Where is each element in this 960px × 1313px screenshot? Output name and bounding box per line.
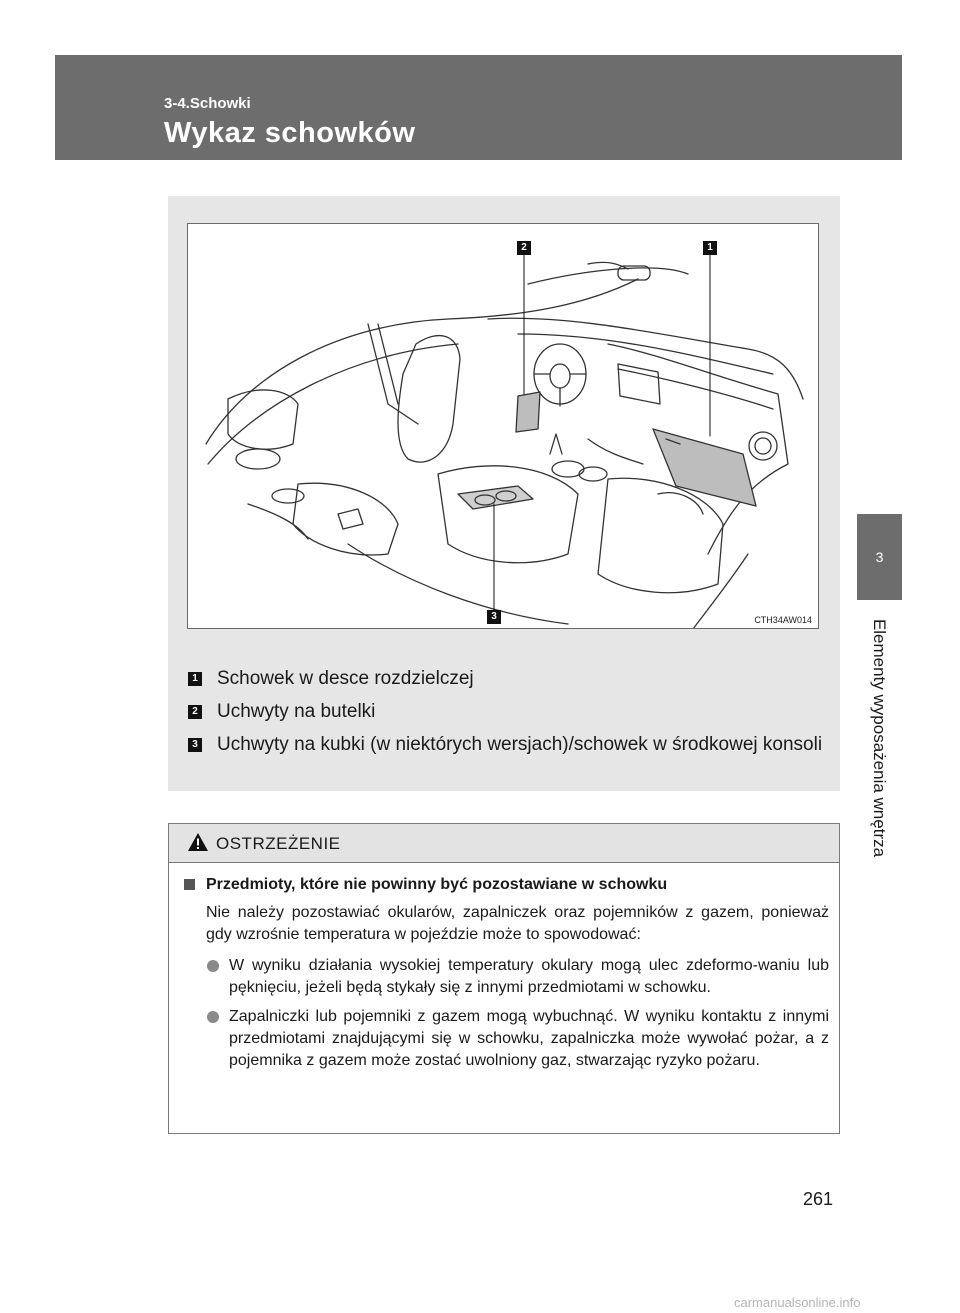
legend-text: Uchwyty na butelki [217,701,376,722]
section-label: 3-4.Schowki [164,95,251,112]
warning-item-text: W wyniku działania wysokiej temperatury okulary mogą ulec zdeformo-waniu lub pęknięciu, jeżeli będą stykały się z innymi przedmiotami w schowku. [229,957,829,996]
car-interior-illustration [187,223,819,629]
warning-list-item [206,1006,829,1072]
page-number: 261 [803,1189,834,1209]
figure-code: CTH34AW014 [754,615,812,625]
warning-box [168,823,840,1134]
warning-triangle-icon [187,832,209,857]
warning-heading [184,874,841,896]
warning-heading-text: Przedmioty, które nie powinny być pozostawiane w schowku [206,876,668,893]
chapter-tab-number: 3 [857,514,902,600]
warning-body [169,874,841,1079]
figure-panel [168,196,840,791]
warning-item-text: Zapalniczki lub pojemniki z gazem mogą wybuchnąć. W wyniku kontaktu z innymi przedmiotami znajdującymi się w schowku, zapalniczka może wywołać pożar, a z pojemnika z gazem może zostać uwolniony gaz, stwarzając ryzyko pożaru. [229,1008,829,1069]
figure-legend [187,667,827,766]
callout-2: 2 [517,241,531,255]
legend-item [187,733,827,757]
legend-text: Uchwyty na kubki (w niektórych wersjach)/schowek w środkowej konsoli [217,734,823,755]
warning-title: OSTRZEŻENIE [216,834,341,853]
round-bullet-icon [207,1011,219,1023]
callout-1: 1 [703,241,717,255]
callout-3: 3 [487,610,501,624]
warning-header [169,824,839,863]
warning-list [206,955,829,1072]
legend-number: 1 [188,672,202,686]
chapter-tab-label: Elementy wyposażenia wnętrza [870,618,889,858]
warning-intro: Nie należy pozostawiać okularów, zapalniczek oraz pojemników z gazem, ponieważ gdy wzrośnie temperatura w pojeździe może to spowodować: [206,904,829,943]
page-title: Wykaz schowków [164,117,416,149]
warning-list-item [206,955,829,999]
legend-number: 3 [188,738,202,752]
legend-text: Schowek w desce rozdzielczej [217,668,474,689]
chapter-header [55,55,902,160]
square-bullet-icon [184,879,195,890]
legend-item [187,700,827,724]
watermark: carmanualsonline.info [734,1295,861,1310]
legend-number: 2 [188,705,202,719]
round-bullet-icon [207,960,219,972]
legend-item [187,667,827,691]
